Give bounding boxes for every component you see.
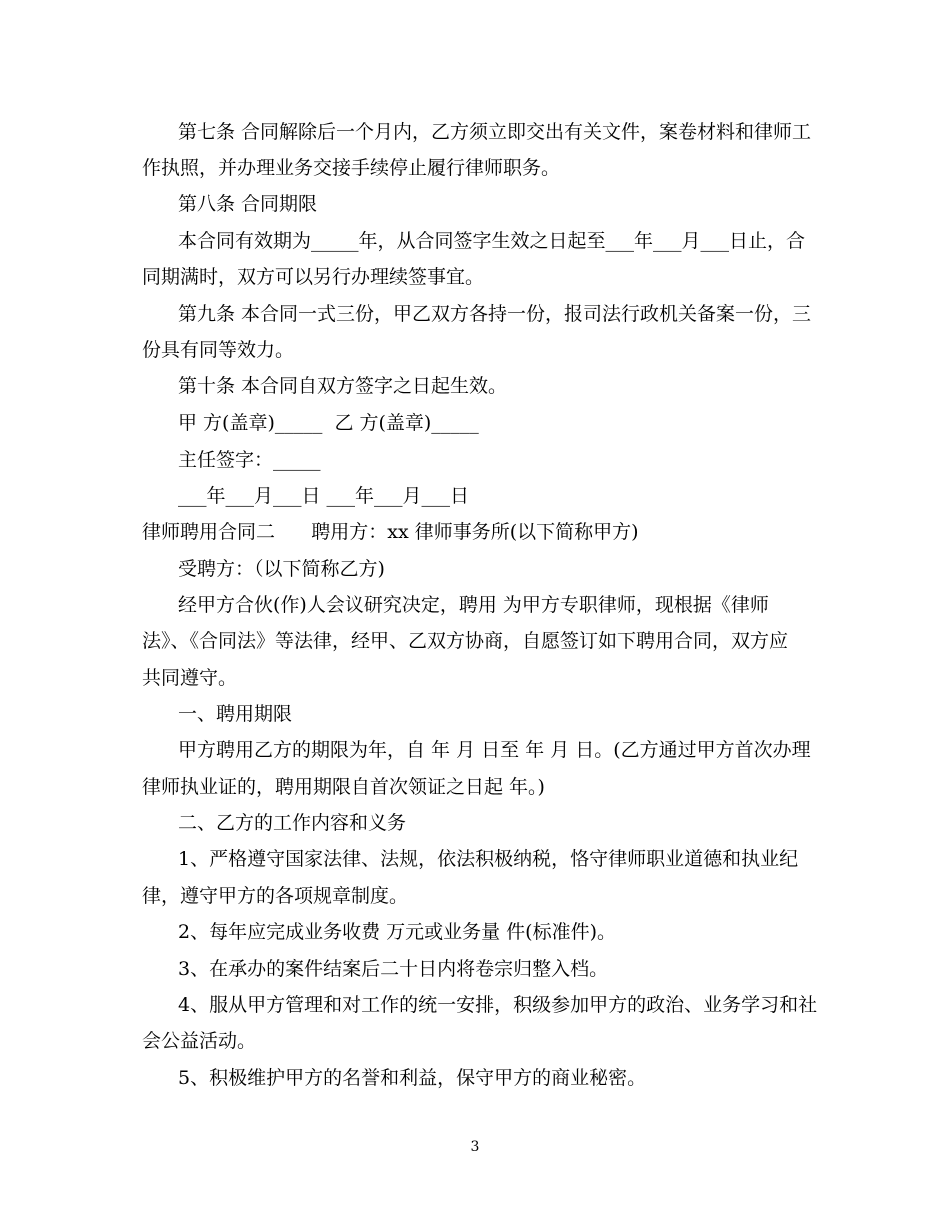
article-7-line-2: 作执照，并办理业务交接手续停止履行律师职务。	[142, 157, 561, 179]
term-line-1: 本合同有效期为_____年，从合同签字生效之日起至___年___月___日止，合	[178, 230, 806, 252]
article-10: 第十条 本合同自双方签字之日起生效。	[178, 375, 508, 397]
section-1-heading: 一、聘用期限	[178, 703, 293, 725]
duty-4-line-1: 4、服从甲方管理和对工作的统一安排，积级参加甲方的政治、业务学习和社	[178, 994, 818, 1016]
employee-party-line: 受聘方：（以下简称乙方)	[178, 558, 385, 580]
intro-line-1: 经甲方合伙(作)人会议研究决定，聘用 为甲方专职律师，现根据《律师	[178, 594, 769, 616]
director-signature-line: 主任签字：_____	[178, 449, 321, 471]
contract-2-heading: 律师聘用合同二 聘用方：xx 律师事务所(以下简称甲方)	[142, 521, 639, 543]
article-8-heading: 第八条 合同期限	[178, 193, 318, 215]
term-line-2: 同期满时，双方可以另行办理续签事宜。	[142, 266, 485, 288]
date-line: ___年___月___日 ___年___月___日	[178, 485, 470, 507]
period-line-1: 甲方聘用乙方的期限为年，自 年 月 日至 年 月 日。(乙方通过甲方首次办理	[178, 739, 811, 761]
duty-4-line-2: 会公益活动。	[142, 1030, 257, 1052]
duty-2: 2、每年应完成业务收费 万元或业务量 件(标准件)。	[178, 921, 616, 943]
section-2-heading: 二、乙方的工作内容和义务	[178, 812, 407, 834]
article-9-line-2: 份具有同等效力。	[142, 339, 295, 361]
duty-3: 3、在承办的案件结案后二十日内将卷宗归整入档。	[178, 958, 609, 980]
article-9-line-1: 第九条 本合同一式三份，甲乙双方各持一份，报司法行政机关备案一份，三	[178, 303, 812, 325]
article-7-line-1: 第七条 合同解除后一个月内，乙方须立即交出有关文件，案卷材料和律师工	[178, 121, 812, 143]
page-number: 3	[470, 1139, 480, 1155]
duty-1-line-1: 1、严格遵守国家法律、法规，依法积极纳税，恪守律师职业道德和执业纪	[178, 848, 799, 870]
intro-line-2: 法》、《合同法》等法律，经甲、乙双方协商，自愿签订如下聘用合同，双方应	[142, 630, 789, 652]
period-line-2: 律师执业证的，聘用期限自首次领证之日起 年。)	[142, 776, 545, 798]
party-stamp-line: 甲 方(盖章)_____ 乙 方(盖章)_____	[178, 412, 479, 434]
duty-1-line-2: 律，遵守甲方的各项规章制度。	[142, 885, 409, 907]
duty-5: 5、积极维护甲方的名誉和利益，保守甲方的商业秘密。	[178, 1067, 647, 1089]
intro-line-3: 共同遵守。	[142, 667, 238, 689]
